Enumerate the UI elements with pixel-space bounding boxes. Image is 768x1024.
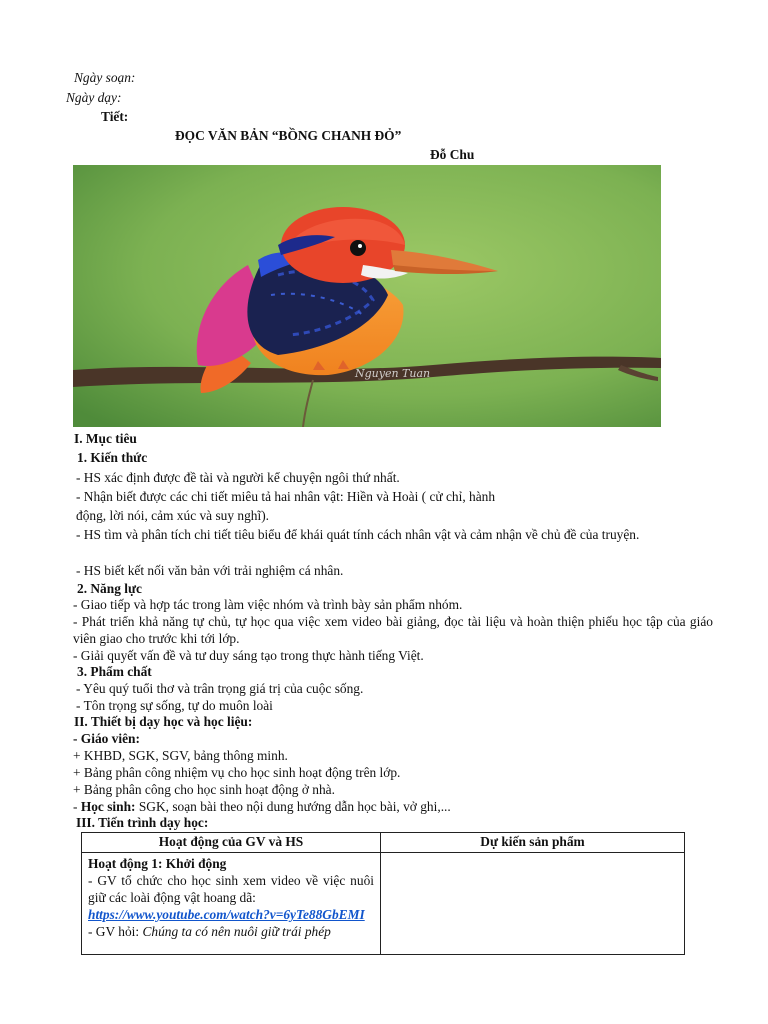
- header-product: Dự kiến sản phẩm: [381, 833, 685, 853]
- question-prefix: - GV hỏi:: [88, 924, 143, 939]
- teacher-item: + Bảng phân công cho học sinh hoạt động ở nhà.: [73, 782, 335, 797]
- competence-item: - Giao tiếp và hợp tác trong làm việc nhóm và trình bày sản phẩm nhóm.: [73, 597, 463, 612]
- knowledge-item: - HS biết kết nối văn bản với trải nghiệm cá nhân.: [76, 563, 344, 578]
- competence-item: - Giải quyết vấn đề và tư duy sáng tạo trong thực hành tiếng Việt.: [73, 648, 424, 663]
- student-dash: -: [73, 799, 81, 814]
- teacher-item: + Bảng phân công nhiệm vụ cho học sinh hoạt động trên lớp.: [73, 765, 401, 780]
- period-label: Tiết:: [101, 109, 129, 124]
- prep-date-label: Ngày soạn:: [74, 70, 136, 85]
- section-process: III. Tiến trình dạy học:: [76, 815, 209, 830]
- subsection-qualities: 3. Phẩm chất: [77, 664, 152, 679]
- subsection-knowledge: 1. Kiến thức: [77, 450, 148, 465]
- student-text: SGK, soạn bài theo nội dung hướng dẫn học bài, vở ghi,...: [135, 799, 451, 814]
- quality-item: - Tôn trọng sự sống, tự do muôn loài: [76, 698, 273, 713]
- quality-item: - Yêu quý tuổi thơ và trân trọng giá trị của cuộc sống.: [76, 681, 364, 696]
- section-equipment: II. Thiết bị dạy học và học liệu:: [74, 714, 253, 729]
- subsection-competence: 2. Năng lực: [77, 581, 142, 596]
- page-title: ĐỌC VĂN BẢN “BỒNG CHANH ĐỎ”: [175, 128, 402, 143]
- activity-cell: [82, 853, 381, 955]
- product-cell: [381, 853, 685, 955]
- teacher-item: + KHBD, SGK, SGV, bảng thông minh.: [73, 748, 288, 763]
- kingfisher-photo: [73, 165, 661, 427]
- photo-watermark: Nguyen Tuan: [355, 367, 431, 380]
- knowledge-item: động, lời nói, cảm xúc và suy nghĩ).: [76, 508, 270, 523]
- knowledge-item: - Nhận biết được các chi tiết miêu tả hai nhân vật: Hiền và Hoài ( cử chỉ, hành: [76, 489, 496, 504]
- table-row: [82, 853, 685, 955]
- activity-line: - GV tổ chức cho học sinh xem video về việc nuôi giữ các loài động vật hoang dã:: [88, 873, 374, 905]
- author-name: Đỗ Chu: [430, 147, 475, 162]
- table-header-row: [82, 833, 685, 853]
- header-activity: Hoạt động của GV và HS: [82, 833, 381, 853]
- knowledge-item: - HS xác định được đề tài và người kể chuyện ngôi thứ nhất.: [76, 470, 400, 485]
- teach-date-label: Ngày dạy:: [66, 90, 122, 105]
- question-text: Chúng ta có nên nuôi giữ trái phép: [142, 924, 331, 939]
- student-label: Học sinh:: [80, 799, 136, 814]
- knowledge-item: - HS tìm và phân tích chi tiết tiêu biểu để khái quát tính cách nhân vật và cảm nhận về chủ đề của truyện.: [76, 527, 640, 542]
- activity-question: [88, 923, 374, 940]
- lesson-table: [81, 832, 685, 955]
- video-link[interactable]: https://www.youtube.com/watch?v=6yTe88GbEMI: [88, 907, 365, 922]
- competence-item: - Phát triển khả năng tự chủ, tự học qua việc xem video bài giảng, đọc tài liệu và hoàn thiện phiếu học tập của giáo viên giao cho trước khi tới lớp.: [73, 614, 713, 646]
- activity-title: Hoạt động 1: Khởi động: [88, 856, 227, 871]
- teacher-label: - Giáo viên:: [73, 731, 140, 746]
- section-objectives: I. Mục tiêu: [74, 431, 137, 446]
- student-line: [73, 798, 451, 815]
